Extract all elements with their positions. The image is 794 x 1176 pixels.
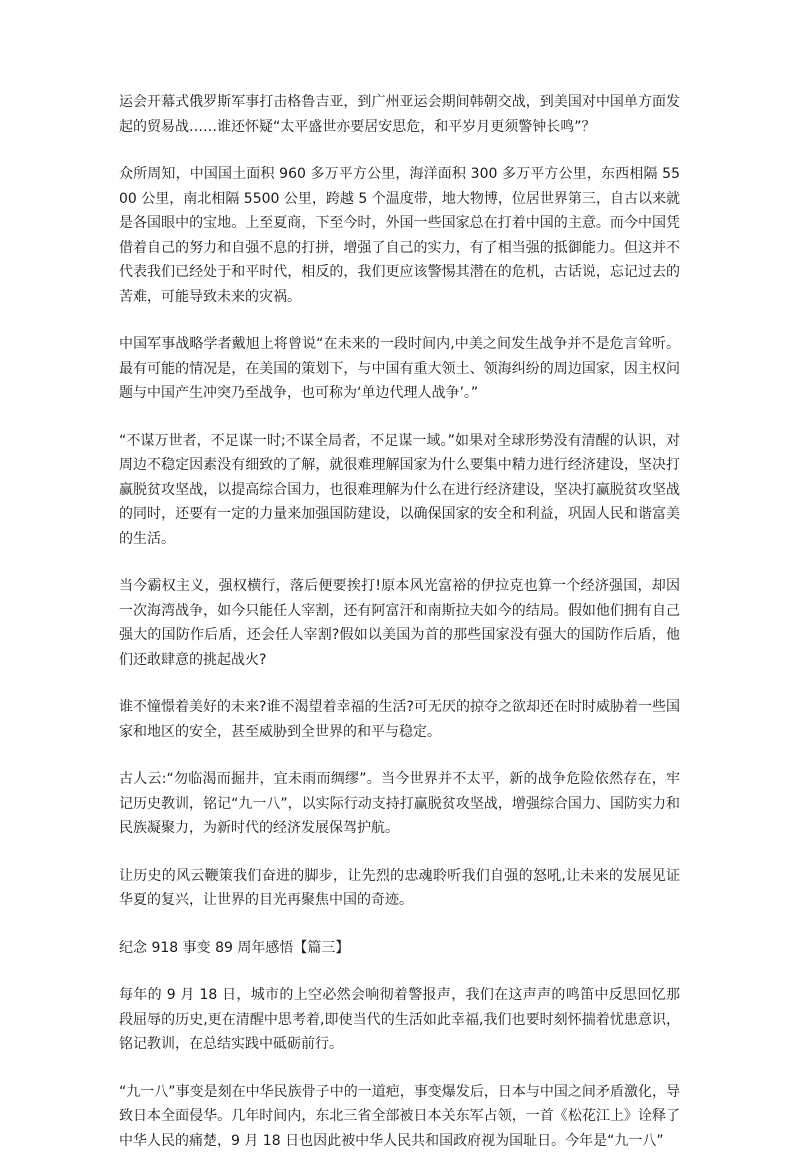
paragraph-4: “不谋万世者，不足谋一时;不谋全局者，不足谋一域。”如果对全球形势没有清醒的认识，对周边不稳定因素没有细致的了解，就很难理解国家为什么要集中精力进行经济建设，坚决打赢脱贫攻坚战，以提高综合国力，也很难理解为什么在进行经济建设，坚决打赢脱贫攻坚战的同时，还要有一定的力量来加强国防建设，以确保国家的安全和利益，巩固人民和谐富美的生活。 [119, 432, 680, 547]
paragraph-9: 每年的 9 月 18 日，城市的上空必然会响彻着警报声，我们在这声声的鸣笛中反思回忆那段屈辱的历史,更在清醒中思考着,即使当代的生活如此幸福,我们也要时刻怀揣着忧患意识，铭记教训，在总结实践中砥砺前行。 [119, 987, 680, 1052]
paragraph-2: 众所周知，中国国土面积 960 多万平方公里，海洋面积 300 多万平方公里，东西相隔 5500 公里，南北相隔 5500 公里，跨越 5 个温度带，地大物博，位居世界第三，自古以来就是各国眼中的宝地。上至夏商，下至今时，外国一些国家总在打着中国的主意。而今中国凭借着自己的努力和自强不息的打拼，增强了自己的实力，有了相当强的抵御能力。但这并不代表我们已经处于和平时代，相反的，我们更应该警惕其潜在的危机，古话说，忘记过去的苦难，可能导致未来的灾祸。 [119, 166, 680, 305]
document-page [119, 90, 680, 1176]
paragraph-8: 让历史的风云鞭策我们奋进的脚步，让先烈的忠魂聆听我们自强的怒吼,让未来的发展见证华夏的复兴，让世界的目光再聚焦中国的奇迹。 [119, 867, 680, 908]
paragraph-6: 谁不憧憬着美好的未来?谁不渴望着幸福的生活?可无厌的掠夺之欲却还在时时威胁着一些国家和地区的安全，甚至威胁到全世界的和平与稳定。 [119, 699, 680, 740]
paragraph-7: 古人云:“勿临渴而掘井，宜未雨而绸缪”。当今世界并不太平，新的战争危险依然存在，牢记历史教训，铭记“九一八”，以实际行动支持打赢脱贫攻坚战，增强综合国力、国防实力和民族凝聚力，为新时代的经济发展保驾护航。 [119, 771, 680, 836]
paragraph-3: 中国军事战略学者戴旭上将曾说“在未来的一段时间内,中美之间发生战争并不是危言耸听。最有可能的情况是，在美国的策划下，与中国有重大领土、领海纠纷的周边国家，因主权问题与中国产生冲突乃至战争，也可称为‘单边代理人战争’。” [119, 336, 680, 401]
paragraph-10: “九一八”事变是刻在中华民族骨子中的一道疤，事变爆发后，日本与中国之间矛盾激化，导致日本全面侵华。几年时间内，东北三省全部被日本关东军占领，一首《松花江上》诠释了中华人民的痛楚，9 月 18 日也因此被中华人民共和国政府视为国耻日。今年是“九一八” [119, 1083, 680, 1149]
paragraph-5: 当今霸权主义，强权横行，落后便要挨打!原本风光富裕的伊拉克也算一个经济强国，却因一次海湾战争，如今只能任人宰割，还有阿富汗和南斯拉夫如今的结局。假如他们拥有自己强大的国防作后盾，还会任人宰割?假如以美国为首的那些国家没有强大的国防作后盾，他们还敢肆意的挑起战火? [119, 578, 680, 668]
paragraph-1: 运会开幕式俄罗斯军事打击格鲁吉亚，到广州亚运会期间韩朝交战，到美国对中国单方面发起的贸易战……谁还怀疑“太平盛世亦要居安思危，和平岁月更须警钟长鸣”？ [119, 94, 680, 135]
section-heading: 纪念 918 事变 89 周年感悟【篇三】 [119, 939, 350, 956]
